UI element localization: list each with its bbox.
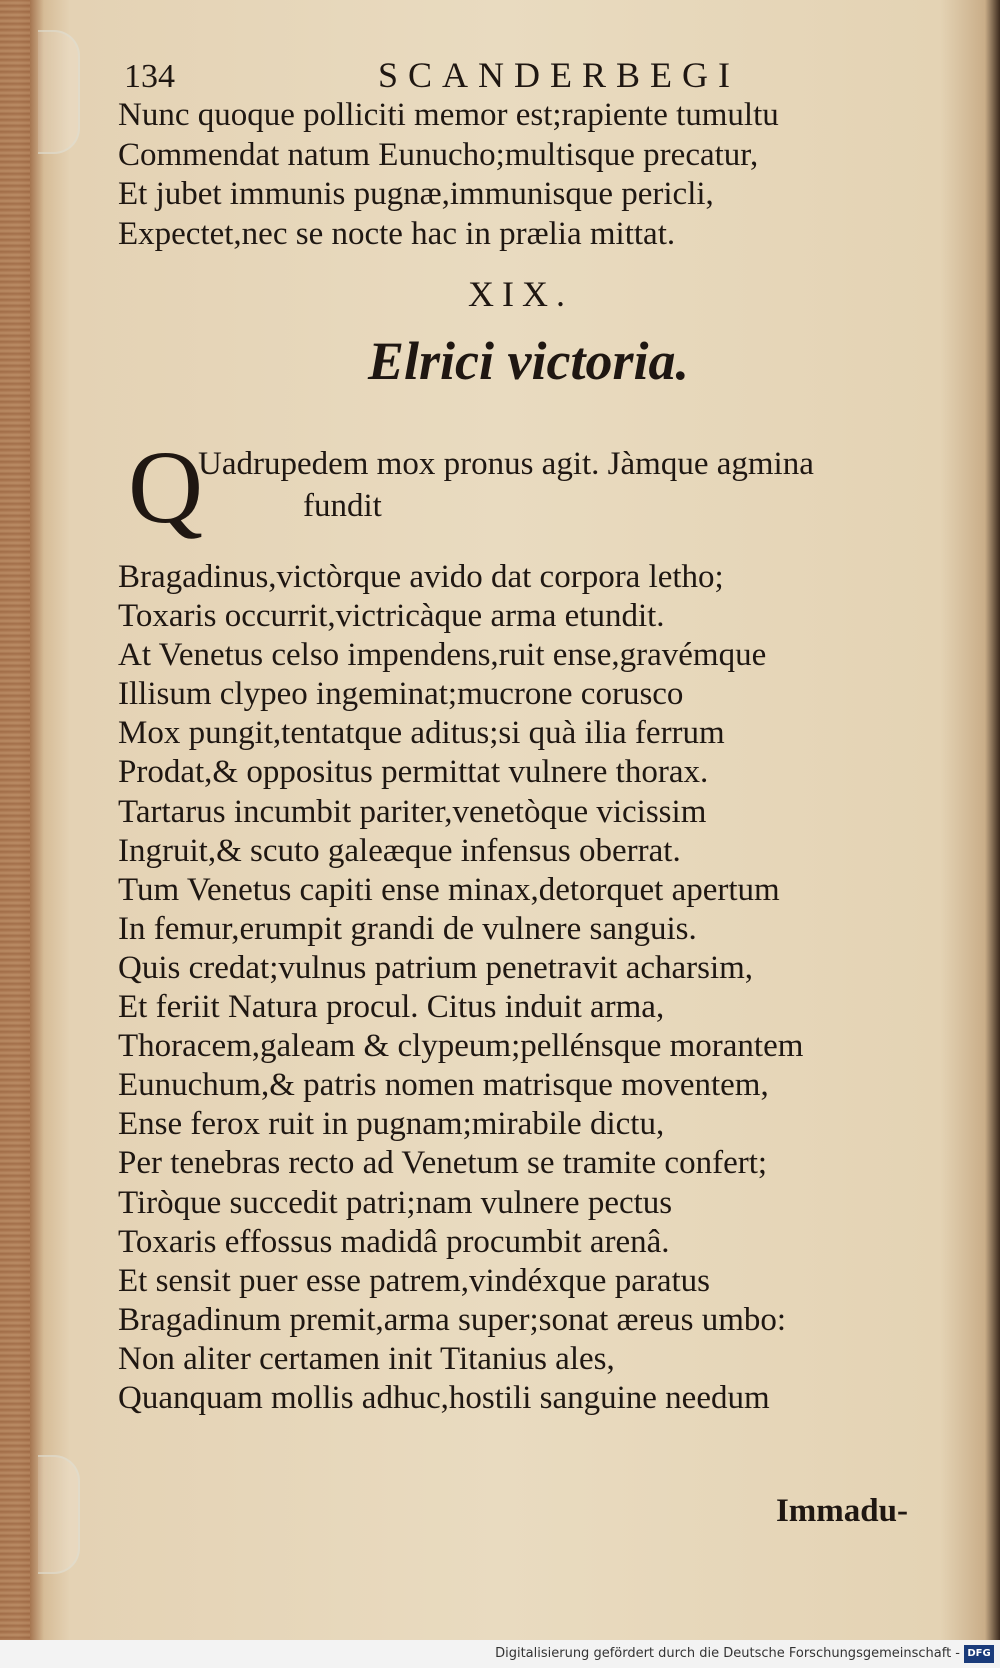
page-header — [118, 50, 938, 100]
verse-first-line-end: fundit — [303, 488, 382, 524]
running-head: SCANDERBEGI — [378, 55, 741, 95]
verse-line: Et feriit Natura procul. Citus induit arma, — [118, 989, 665, 1026]
verse-line: Tiròque succedit patri;nam vulnere pectus — [118, 1184, 673, 1221]
verse-first-line: Uadrupedem mox pronus agit. Jàmque agmina — [198, 446, 814, 482]
verse-line: Ense ferox ruit in pugnam;mirabile dictu, — [118, 1106, 665, 1143]
verse-line: Thoracem,galeam & clypeum;pellénsque morantem — [118, 1028, 804, 1065]
verse-line: Expectet,nec se nocte hac in prælia mittat. — [118, 215, 676, 252]
footer-credit: Digitalisierung gefördert durch die Deutsche Forschungsgemeinschaft - — [495, 1646, 960, 1661]
section-number: XIX. — [468, 274, 573, 314]
poem-lines — [118, 558, 803, 1418]
footer-bar — [0, 1640, 1000, 1668]
book-clip-top — [38, 30, 80, 154]
dfg-logo-icon[interactable]: DFG — [964, 1645, 994, 1663]
verse-line: Nunc quoque polliciti memor est;rapiente tumultu — [118, 97, 779, 133]
verse-line: Quis credat;vulnus patrium penetravit acharsim, — [118, 949, 754, 986]
catchword: Immadu- — [775, 1493, 908, 1529]
verse-line: Quanquam mollis adhuc,hostili sanguine needum — [118, 1379, 770, 1416]
verse-line: Et sensit puer esse patrem,vindéxque paratus — [118, 1262, 710, 1299]
verse-line: Bragadinum premit,arma super;sonat æreus umbo: — [118, 1301, 787, 1338]
page-number: 134 — [124, 58, 175, 95]
verse-line: Illisum clypeo ingeminat;mucrone corusco — [118, 676, 684, 713]
verse-line: Bragadinus,victòrque avido dat corpora letho; — [118, 559, 724, 595]
verse-line: Per tenebras recto ad Venetum se tramite confert; — [118, 1145, 768, 1182]
drop-cap: Q — [128, 430, 204, 545]
verse-line: Toxaris occurrit,victricàque arma etundit. — [118, 598, 665, 635]
verse-line: Commendat natum Eunucho;multisque precatur, — [118, 136, 759, 173]
book-clip-bottom — [38, 1455, 80, 1574]
verse-line: Tum Venetus capiti ense minax,detorquet apertum — [118, 871, 780, 908]
verse-line: Mox pungit,tentatque aditus;si quà ilia ferrum — [118, 715, 725, 752]
verse-line: Et jubet immunis pugnæ,immunisque pericli, — [118, 176, 714, 212]
verse-line: Eunuchum,& patris nomen matrisque moventem, — [118, 1067, 769, 1104]
verse-line: In femur,erumpit grandi de vulnere sanguis. — [118, 910, 697, 947]
verse-line: Non aliter certamen init Titanius ales, — [118, 1340, 615, 1377]
verse-line: Tartarus incumbit pariter,venetòque vicissim — [118, 793, 707, 830]
verse-line: Ingruit,& scuto galeæque infensus oberrat. — [118, 832, 681, 869]
verse-line: Prodat,& oppositus permittat vulnere thorax. — [118, 754, 709, 791]
printed-page — [118, 38, 958, 1598]
top-verse-block — [118, 96, 958, 254]
section-title: Elrici victoria. — [368, 331, 689, 391]
page-edges — [0, 0, 30, 1640]
verse-line: Toxaris effossus madidâ procumbit arenâ. — [118, 1223, 670, 1260]
verse-line: At Venetus celso impendens,ruit ense,gravémque — [118, 637, 767, 674]
